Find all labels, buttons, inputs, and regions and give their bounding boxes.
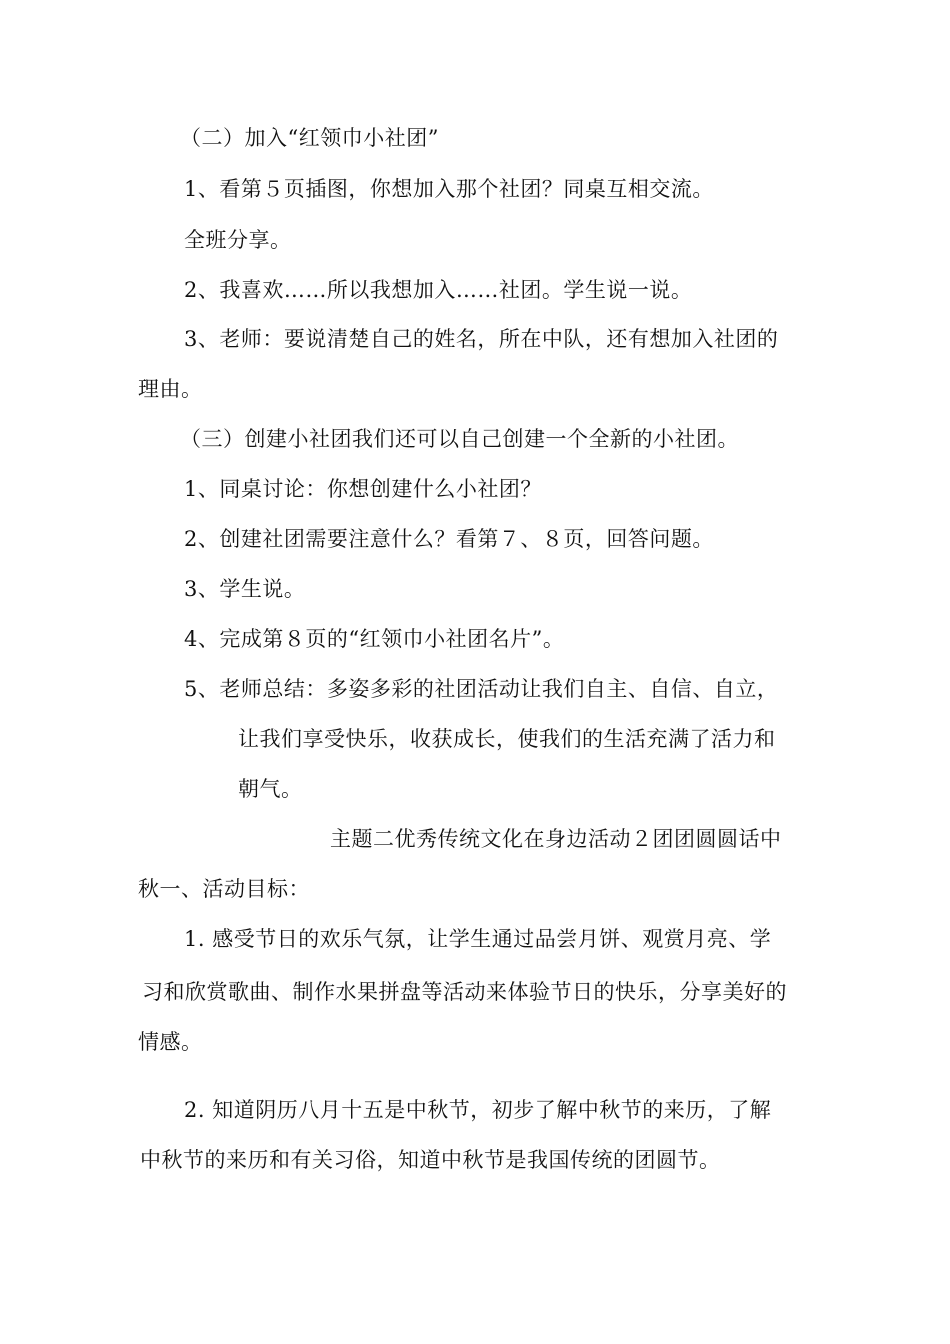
paragraph: 2、创建社团需要注意什么？看第７、８页，回答问题。: [184, 527, 714, 551]
paragraph: 理由。: [138, 377, 203, 401]
paragraph: 3、学生说。: [184, 577, 306, 601]
section-heading-2: （二）加入“红领巾小社团”: [180, 126, 439, 150]
paragraph: 1、同桌讨论：你想创建什么小社团？: [184, 477, 542, 501]
paragraph: 让我们享受快乐，收获成长，使我们的生活充满了活力和: [238, 727, 776, 751]
paragraph: 中秋节的来历和有关习俗，知道中秋节是我国传统的团圆节。: [140, 1148, 721, 1172]
paragraph: 习和欣赏歌曲、制作水果拼盘等活动来体验节日的快乐，分享美好的: [142, 980, 787, 1004]
paragraph: 情感。: [138, 1030, 203, 1054]
paragraph: 5、老师总结：多姿多彩的社团活动让我们自主、自信、自立，: [184, 677, 779, 701]
paragraph: 3、老师：要说清楚自己的姓名，所在中队，还有想加入社团的: [184, 327, 779, 351]
paragraph: 1. 感受节日的欢乐气氛，让学生通过品尝月饼、观赏月亮、学: [184, 927, 772, 951]
topic-title: 主题二优秀传统文化在身边活动２团团圆圆话中: [330, 827, 782, 851]
paragraph: 1、看第５页插图，你想加入那个社团？同桌互相交流。: [184, 177, 714, 201]
paragraph: 全班分享。: [184, 228, 292, 252]
section-heading-3: （三）创建小社团我们还可以自己创建一个全新的小社团。: [180, 427, 739, 451]
paragraph: 2. 知道阴历八月十五是中秋节，初步了解中秋节的来历，了解: [184, 1098, 772, 1122]
paragraph: 秋一、活动目标：: [138, 877, 310, 901]
paragraph: 朝气。: [238, 777, 303, 801]
paragraph: 2、我喜欢……所以我想加入……社团。学生说一说。: [184, 278, 693, 302]
paragraph: 4、完成第８页的“红领巾小社团名片”。: [184, 627, 565, 651]
